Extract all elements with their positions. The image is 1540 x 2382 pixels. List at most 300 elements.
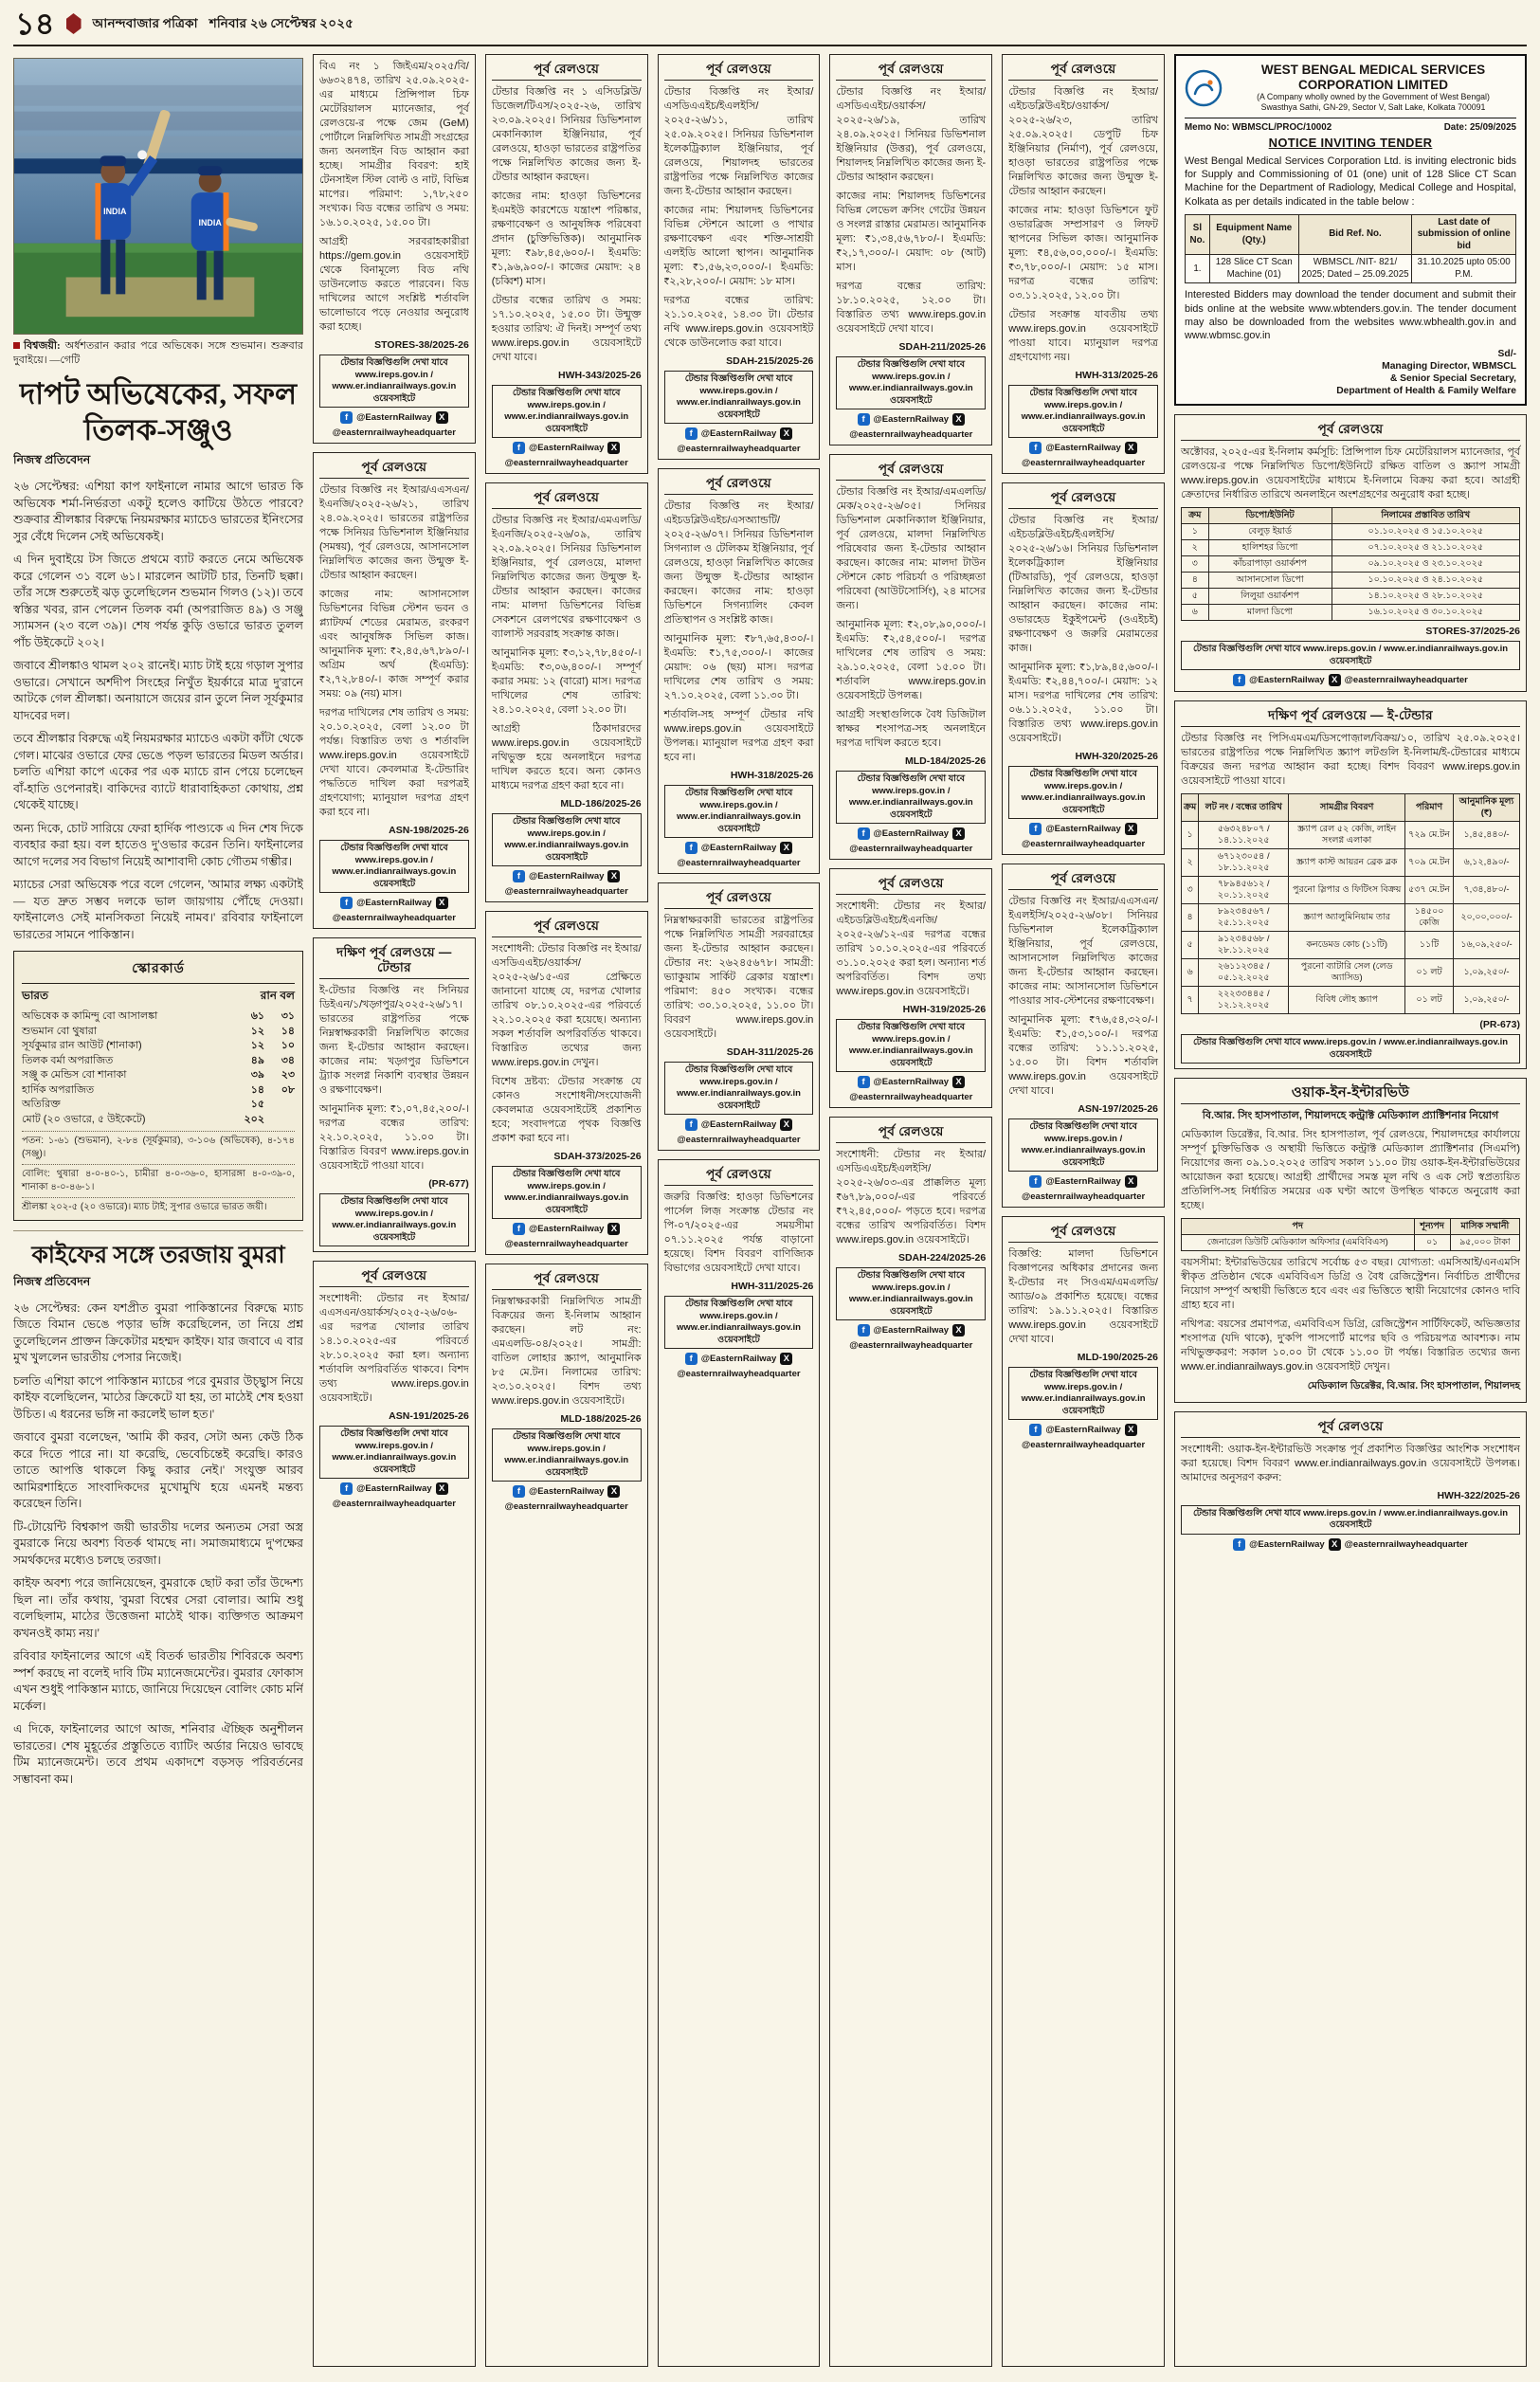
table-cell: ১৬,০৯,২৫০/-	[1453, 932, 1519, 959]
table-cell: ৪	[1182, 904, 1199, 932]
twitter-icon: X	[1329, 674, 1341, 686]
social-strip	[492, 1485, 642, 1512]
table-row	[1182, 556, 1520, 573]
facebook-icon: f	[685, 1353, 698, 1365]
tender-paragraph: সংশোধনী: টেন্ডার বিজ্ঞপ্তি নং ইআর/এসডিএএইচ/ওয়ার্কস/২০২৫-২৬/১৫-এর প্রেক্ষিতে জানানো যাচ্ছে যে, দরপত্র খোলার তারিখ ০৮.১০.২০২৫-এর পরিবর্তে ২২.১০.২০২৫ করা হয়েছে। অন্যান্য সকল শর্তাবলি অপরিবর্তিত থাকবে। বিস্তারিত তথ্যের জন্য www.ireps.gov.in দেখুন।	[491, 943, 642, 1068]
article-paragraph: জবাবে বুমরা বলেছেন, 'আমি কী করব, সেটা অন্য কেউ ঠিক করে দিতে পারে না। যা করেছি, ভেবেচিন্তেই করেছি। কারও তাতে আপত্তি থাকলে কিছু করার নেই।' সংযুক্ত আরব আমিরশাহিতে সাংবাদিকদের মুখোমুখি হয়ে এমনই মন্তব্য করেছেন তিনি।	[13, 1430, 303, 1511]
table-cell: ২	[1182, 540, 1209, 556]
right-column	[1174, 54, 1527, 2367]
website-note: টেন্ডার বিজ্ঞপ্তিগুলি দেখা যাবে www.ireps.gov.in / www.er.indianrailways.gov.in ওয়েবসাইটে	[319, 1193, 469, 1246]
facebook-icon: f	[858, 827, 870, 840]
table-cell: পুরনো স্লিপার ও ফিটিংস বিক্রয়	[1289, 877, 1405, 904]
table-header-cell: Last date of submission of online bid	[1412, 214, 1516, 255]
table-cell: 1.	[1186, 255, 1210, 283]
table-cell: ১৪.১০.২০২৫ ও ২৮.১০.২০২৫	[1332, 589, 1519, 605]
table-cell: ৬৭১২৩০৫৪ / ১৮.১১.২০২৫	[1199, 849, 1289, 877]
table-header-cell: মাসিক সম্মানী	[1450, 1218, 1519, 1234]
table-cell: ৬,১২,৪৯০/-	[1453, 849, 1519, 877]
caption-bullet-icon	[13, 342, 20, 349]
tender-notice-header: পূর্ব রেলওয়ে	[1181, 1417, 1520, 1438]
tender-notice-header: পূর্ব রেলওয়ে	[836, 460, 986, 481]
batter-name: অভিষেক ক কামিন্দু বো আসালঙ্কা	[22, 1010, 158, 1023]
table-cell: ১,০৯,২৫০/-	[1453, 959, 1519, 987]
scorecard-title: স্কোরকার্ড	[22, 957, 295, 984]
tender-paragraph: আনুমানিক মূল্য: ₹৮৭,৬৫,৪৩০/-। ইএমডি: ₹১,৭৫,৩০০/-। কাজের মেয়াদ: ০৬ (ছয়) মাস। দরপত্র দাখিলের শেষ তারিখ ও সময়: ২৭.১০.২০২৫, বেলা ১১.৩০ টা।	[663, 633, 814, 701]
tender-notice	[1174, 700, 1527, 1069]
twitter-icon: X	[1125, 1175, 1137, 1188]
tender-notice	[485, 1264, 648, 2367]
scorecard-column-heads: রান বল	[260, 989, 295, 1003]
facebook-icon: f	[513, 1223, 525, 1235]
table-header-cell: পদ	[1182, 1218, 1415, 1234]
runs-value: ৪৯	[250, 1054, 264, 1066]
tender-paragraph: আগ্রহী সরবরাহকারীরা https://gem.gov.in ওয়েবসাইট থেকে বিনামূল্যে বিড নথি ডাউনলোড করতে পারবেন। বিড দাখিলের আগে সংশ্লিষ্ট শর্তাবলি ভালোভাবে পড়ে নেওয়ার অনুরোধ করা হচ্ছে।	[319, 236, 469, 333]
wbmsc-org-name: WEST BENGAL MEDICAL SERVICES CORPORATION LIMITED	[1260, 63, 1486, 92]
tender-ref-number: HWH-319/2025-26	[902, 1004, 987, 1015]
notice-table	[1181, 793, 1520, 1014]
website-note: টেন্ডার বিজ্ঞপ্তিগুলি দেখা যাবে www.ireps.gov.in / www.er.indianrailways.gov.in ওয়েবসাইটে	[319, 840, 469, 893]
table-cell: ৭৮৯৪৫৬১২ / ২০.১১.২০২৫	[1199, 877, 1289, 904]
social-strip	[492, 442, 642, 468]
tender-paragraph: শর্তাবলি-সহ সম্পূর্ণ টেন্ডার নথি www.ireps.gov.in ওয়েবসাইটে উপলব্ধ। ম্যানুয়াল দরপত্র গ্রহণ করা হবে না।	[663, 709, 814, 763]
table-cell: ১	[1182, 822, 1199, 849]
article-paragraph: রবিবার ফাইনালের আগে এই বিতর্ক ভারতীয় শিবিরকে অবশ্য স্পর্শ করছে না বলেই দাবি টিম ম্যানেজমেন্টের। বুমরার ফোকাস এখন শুধুই পাকিস্তান ম্যাচে, জানিয়ে দিয়েছেন বোলিং কোচ মর্নি মর্কেল।	[13, 1649, 303, 1713]
website-note: টেন্ডার বিজ্ঞপ্তিগুলি দেখা যাবে www.ireps.gov.in / www.er.indianrailways.gov.in ওয়েবসাইটে	[492, 813, 642, 866]
wbmsc-date: Date: 25/09/2025	[1443, 122, 1516, 133]
batter-name: সূর্যকুমার রান আউট (শানাকা)	[22, 1040, 142, 1052]
tender-paragraph: টেন্ডার বিজ্ঞপ্তি নং ইআর/এমএলডি/ইএনজি/২০২৫-২৬/০৯, তারিখ ২২.০৯.২০২৫। সিনিয়র ডিভিশনাল ইঞ্জিনিয়ার, পূর্ব রেলওয়ে, মালদা নিম্নলিখিত কাজের জন্য উন্মুক্ত ই-টেন্ডার আহ্বান করছেন। কাজের নাম: মালদা ডিভিশনের বিভিন্ন সেকশনে রেলপথের রক্ষণাবেক্ষণ ও ব্যালাস্ট সরবরাহ সংক্রান্ত কাজ।	[491, 515, 642, 640]
batter-name: হার্দিক অপরাজিত	[22, 1083, 95, 1096]
facebook-handle: @EasternRailway	[1045, 1176, 1121, 1187]
tender-notice-header: পূর্ব রেলওয়ে	[492, 1269, 642, 1290]
twitter-handle: @easternrailwayheadquarter	[1022, 1191, 1146, 1202]
facebook-handle: @EasternRailway	[700, 843, 777, 853]
tender-ref-number: HWH-343/2025-26	[558, 370, 642, 381]
tender-column-3	[658, 54, 821, 2367]
page-columns	[13, 54, 1527, 2367]
twitter-icon: X	[952, 413, 965, 426]
tender-notice	[658, 468, 821, 874]
tender-ref-number: STORES-38/2025-26	[374, 339, 469, 351]
twitter-icon: X	[436, 897, 448, 909]
wbmsc-sign-dept: Department of Health & Family Welfare	[1336, 386, 1516, 397]
tender-notice-header: পূর্ব রেলওয়ে	[836, 1122, 986, 1143]
main-headline: দাপট অভিষেকের, সফল তিলক-সঞ্জুও	[19, 377, 298, 447]
tender-paragraph: টেন্ডার বিজ্ঞপ্তি নং ইআর/এএসএন/ইএলইসি/২০২৫-২৬/০৮। সিনিয়র ডিভিশনাল ইলেকট্রিক্যাল ইঞ্জিনিয়ার, পূর্ব রেলওয়ে, আসানসোল নিম্নলিখিত কাজের জন্য ই-টেন্ডার আহ্বান করছেন। কাজের নাম: আসানসোল ডিভিশনে পাওয়ার সাব-স্টেশনের রক্ষণাবেক্ষণ।	[1008, 896, 1158, 1007]
facebook-handle: @EasternRailway	[1045, 443, 1121, 453]
tender-paragraph: সংশোধনী: টেন্ডার নং ইআর/এইচডব্লিউএইচ/ইএনজি/২০২৫-২৬/১২-এর দরপত্র বন্ধের তারিখ ১০.১০.২০২৫-এর পরিবর্তে ৩১.১০.২০২৫ করা হল। অন্যান্য শর্ত অপরিবর্তিত। বিশদ তথ্য www.ireps.gov.in ওয়েবসাইটে।	[836, 900, 987, 997]
website-note: টেন্ডার বিজ্ঞপ্তিগুলি দেখা যাবে www.ireps.gov.in / www.er.indianrailways.gov.in ওয়েবসাইটে	[492, 385, 642, 438]
tender-notice-header: পূর্ব রেলওয়ে	[664, 474, 814, 495]
photo-caption-text: অর্ধশতরান করার পরে অভিষেক। সঙ্গে শুভমান। শুক্রবার দুবাইয়ে। —গেটি	[13, 340, 303, 366]
wbmsc-table-wrap	[1185, 214, 1516, 284]
social-strip	[319, 1482, 469, 1509]
table-row	[1182, 932, 1520, 959]
tender-ref-number: HWH-311/2025-26	[731, 1281, 814, 1292]
tender-notice	[1002, 54, 1165, 474]
website-note: টেন্ডার বিজ্ঞপ্তিগুলি দেখা যাবে www.ireps.gov.in / www.er.indianrailways.gov.in ওয়েবসাইটে	[664, 1296, 814, 1349]
social-strip	[1008, 1424, 1158, 1450]
table-header-cell: সামগ্রীর বিবরণ	[1289, 794, 1405, 822]
table-header-cell: ক্রম	[1182, 794, 1199, 822]
table-cell: ২০,০০,০০০/-	[1453, 904, 1519, 932]
notice-table	[1181, 1218, 1520, 1251]
table-cell: ২২২৩৩৪৪৫ / ১২.১২.২০২৫	[1199, 987, 1289, 1014]
tender-paragraph: দরপত্র দাখিলের শেষ তারিখ ও সময়: ২০.১০.২০২৫, বেলা ১২.০০ টা পর্যন্ত। বিস্তারিত তথ্য ও শর্তাবলি www.ireps.gov.in ওয়েবসাইটে দেখা যাবে। কেবলমাত্র ই-টেন্ডারিং পদ্ধতিতে দাখিল করা দরপত্রই গ্রহণযোগ্য; ম্যানুয়াল দরপত্র গ্রহণ করা হবে না।	[319, 707, 469, 818]
facebook-icon: f	[858, 1324, 870, 1336]
table-row	[1182, 1234, 1520, 1250]
website-note: টেন্ডার বিজ্ঞপ্তিগুলি দেখা যাবে www.ireps.gov.in / www.er.indianrailways.gov.in ওয়েবসাইটে	[492, 1428, 642, 1482]
facebook-handle: @EasternRailway	[873, 414, 950, 425]
website-note: টেন্ডার বিজ্ঞপ্তিগুলি দেখা যাবে www.ireps.gov.in / www.er.indianrailways.gov.in ওয়েবসাইটে	[1008, 766, 1158, 819]
twitter-handle: @easternrailwayheadquarter	[1344, 1538, 1468, 1550]
tender-notice	[658, 1159, 821, 2367]
facebook-icon: f	[513, 1485, 525, 1498]
table-cell: ৯৫,০০০ টাকা	[1450, 1234, 1519, 1250]
tender-notice	[1174, 1411, 1527, 2367]
wbmsc-tender-notice	[1174, 54, 1527, 406]
social-strip	[1181, 1538, 1520, 1551]
tender-notice-header: পূর্ব রেলওয়ে	[664, 888, 814, 909]
table-header-cell: ডিপো/ইউনিট	[1208, 508, 1332, 524]
tender-paragraph: অক্টোবর, ২০২৫-এর ই-নিলাম কর্মসূচি: প্রিন্সিপাল চিফ মেটেরিয়ালস ম্যানেজার, পূর্ব রেলওয়ে-র পক্ষে নিম্নলিখিত ডিপো/ইউনিটে রক্ষিত বাতিল ও স্ক্র্যাপ সামগ্রী www.ireps.gov.in ওয়েবসাইটের মাধ্যমে ই-নিলামে বিক্রয় করা হবে। আগ্রহী ক্রেতাদের নির্ধারিত তারিখে অনলাইনে অংশগ্রহণের অনুরোধ করা হচ্ছে।	[1181, 446, 1520, 501]
table-cell: ০১ লট	[1405, 959, 1454, 987]
tender-notice-header: পূর্ব রেলওয়ে	[1008, 488, 1158, 509]
website-note: টেন্ডার বিজ্ঞপ্তিগুলি দেখা যাবে www.ireps.gov.in / www.er.indianrailways.gov.in ওয়েবসাইটে	[664, 785, 814, 838]
facebook-icon: f	[858, 1076, 870, 1088]
twitter-handle: @easternrailwayheadquarter	[849, 1092, 973, 1102]
twitter-icon: X	[780, 842, 792, 854]
runs-value: ৬১	[250, 1010, 264, 1023]
tender-notice-header: পূর্ব রেলওয়ে	[492, 60, 642, 81]
tender-notice-header: পূর্ব রেলওয়ে	[1008, 1222, 1158, 1243]
twitter-icon: X	[1125, 1424, 1137, 1436]
table-header-row	[1186, 214, 1516, 255]
secondary-headline: কাইফের সঙ্গে তরজায় বুমরা	[31, 1242, 285, 1268]
masthead-date: শনিবার ২৬ সেপ্টেম্বর ২০২৫	[208, 15, 354, 30]
facebook-icon: f	[1029, 442, 1042, 454]
facebook-icon: f	[340, 897, 353, 909]
table-cell: ০৯.১০.২০২৫ ও ২৩.১০.২০২৫	[1332, 556, 1519, 573]
facebook-handle: @EasternRailway	[1249, 675, 1325, 686]
masthead-crest-icon	[66, 13, 82, 34]
twitter-icon: X	[436, 411, 448, 424]
tender-notice-header: পূর্ব রেলওয়ে	[836, 60, 986, 81]
social-strip	[1008, 1175, 1158, 1202]
twitter-handle: @easternrailwayheadquarter	[677, 858, 801, 868]
article2-byline: নিজস্ব প্রতিবেদন	[13, 1274, 91, 1288]
notice-table	[1185, 214, 1516, 284]
article-paragraph: ২৬ সেপ্টেম্বর: কেন যশপ্রীত বুমরা পাকিস্তানের বিরুদ্ধে ম্যাচ জিতে বিমান ভেঙে পড়ার ভঙ্গি করেছিলেন, তা নিয়ে প্রশ্ন তুলেছিলেন প্রাক্তন ক্রিকেটার মহম্মদ কাইফ। যার জবাবে এ বার মুখ খুললেন ভারতীয় পেসার নিজেই।	[13, 1300, 303, 1365]
tender-ref-number: MLD-186/2025-26	[560, 798, 642, 809]
tender-paragraph: কাজের নাম: হাওড়া ডিভিশনের ইএমইউ কারশেডে যন্ত্রাংশ পরিষ্কার, রক্ষণাবেক্ষণ ও আনুষঙ্গিক পরিষেবা প্রদান (চুক্তিভিত্তিক)। আনুমানিক মূল্য: ₹৯৮,৪৫,৬০০/-। ইএমডি: ₹১,৯৬,৯০০/-। কাজের মেয়াদ: ২৪ (চব্বিশ) মাস।	[491, 191, 642, 287]
tender-ref-number: HWH-320/2025-26	[1075, 751, 1158, 762]
scorecard-rows	[22, 1009, 295, 1127]
facebook-icon: f	[1029, 823, 1042, 835]
tender-paragraph: বিজ্ঞপ্তি: মালদা ডিভিশনে বিজ্ঞাপনের অধিকার প্রদানের জন্য ই-টেন্ডার নং সিওএম/এমএলডি/অ্যাড/০৯ প্রকাশিত হয়েছে। বন্ধের তারিখ: ১৯.১১.২০২৫। বিস্তারিত www.ireps.gov.in ওয়েবসাইটে দেখা যাবে।	[1008, 1248, 1158, 1345]
table-cell: পুরনো ব্যাটারি সেল (লেড অ্যাসিড)	[1289, 959, 1405, 987]
table-cell: ৪	[1182, 573, 1209, 589]
table-row	[1182, 573, 1520, 589]
twitter-handle: @easternrailwayheadquarter	[332, 1499, 456, 1509]
tender-notice-header: পূর্ব রেলওয়ে	[1008, 869, 1158, 890]
tender-notice	[485, 911, 648, 1255]
table-cell: 128 Slice CT Scan Machine (01)	[1209, 255, 1298, 283]
tender-notice-header: পূর্ব রেলওয়ে	[319, 458, 469, 479]
table-header-cell: নিলামের প্রস্তাবিত তারিখ	[1332, 508, 1519, 524]
twitter-icon: X	[952, 1076, 965, 1088]
tender-ref-number: MLD-190/2025-26	[1077, 1352, 1158, 1363]
tender-notice	[1002, 1216, 1165, 2367]
tender-notice-header: দক্ষিণ পূর্ব রেলওয়ে — ই-টেন্ডার	[1181, 706, 1520, 727]
tender-notice	[829, 454, 992, 860]
facebook-handle: @EasternRailway	[356, 898, 432, 908]
table-header-cell: Sl No.	[1186, 214, 1210, 255]
wbmsc-org-sub2: Swasthya Sathi, GN-29, Sector V, Salt Lake, Kolkata 700091	[1260, 102, 1486, 112]
table-cell: ৫৬৩২৪৮০৭ / ১৪.১১.২০২৫	[1199, 822, 1289, 849]
twitter-handle: @easternrailwayheadquarter	[504, 1239, 628, 1249]
table-cell: ১	[1182, 524, 1209, 540]
table-cell: ২৬১১২৩৪৫ / ০৫.১২.২০২৫	[1199, 959, 1289, 987]
scorecard-row	[22, 1098, 295, 1113]
runs-value: ২০২	[244, 1113, 264, 1125]
tender-paragraph: টেন্ডার বিজ্ঞপ্তি নং পিসিএমএম/ডিসপোজ়াল/বিক্রয়/১০, তারিখ ২৫.০৯.২০২৫। ভারতের রাষ্ট্রপতির পক্ষে নিম্নলিখিত স্ক্র্যাপ লটগুলি ই-নিলাম/ই-টেন্ডারের মাধ্যমে বিক্রয়ের জন্য দরপত্র আহ্বান করা হচ্ছে। বিশদ বিবরণ www.ireps.gov.in ওয়েবসাইটে পাওয়া যাবে।	[1181, 733, 1520, 788]
facebook-icon: f	[685, 427, 698, 440]
batter-name: মোট (২০ ওভারে, ৫ উইকেটে)	[22, 1113, 146, 1125]
wbmsc-org-sub1: (A Company wholly owned by the Government of West Bengal)	[1257, 92, 1490, 101]
scorecard-note: পতন: ১-৬১ (শুভমান), ২-৮৪ (সূর্যকুমার), ৩-১০৬ (অভিষেক), ৪-১৭৪ (সঞ্জু)।	[22, 1131, 295, 1160]
scorecard-note: বোলিং: থুষারা ৪-০-৪০-১, চামীরা ৪-০-৩৬-০, হাসারঙ্গা ৪-০-৩৯-০, শানাকা ৪-০-৪৬-১।	[22, 1164, 295, 1193]
tender-paragraph: টেন্ডার বন্ধের তারিখ ও সময়: ১৭.১০.২০২৫, ১৫.০০ টা। উন্মুক্ত হওয়ার তারিখ: ঐ দিনই। সম্পূর্ণ তথ্য www.ireps.gov.in ওয়েবসাইটে দেখা যাবে।	[491, 295, 642, 363]
twitter-handle: @easternrailwayheadquarter	[1022, 458, 1146, 468]
tender-notice	[658, 882, 821, 1151]
table-header-row	[1182, 794, 1520, 822]
article-paragraph: তবে শ্রীলঙ্কার বিরুদ্ধে এই নিয়মরক্ষার ম্যাচেও একটা কাঁটা থেকে গেল। মাঝের ওভারে ফের ভেঙে পড়ল ভারতের মিডল অর্ডার। চলতি এশিয়া কাপে একের পর এক ম্যাচে রান পেয়ে চলেছেন বাঁ-হাতি ওপেনারই। বাকিদের ব্যাটে ধারাবাহিকতা কোথায়, প্রশ্ন থেকেই যাচ্ছে।	[13, 732, 303, 812]
scorecard-notes	[22, 1131, 295, 1214]
signature-line: মেডিক্যাল ডিরেক্টর, বি.আর. সিং হাসপাতাল, শিয়ালদহ	[1307, 1379, 1520, 1391]
tender-notice-header: পূর্ব রেলওয়ে	[664, 60, 814, 81]
tender-notice	[829, 54, 992, 445]
table-cell: বিবিধ লৌহ স্ক্র্যাপ	[1289, 987, 1405, 1014]
tender-ref-number: STORES-37/2025-26	[1425, 626, 1520, 638]
facebook-handle: @EasternRailway	[873, 1077, 950, 1087]
scorecard-row	[22, 1083, 295, 1099]
table-cell: WBMSCL /NIT- 821/ 2025; Dated – 25.09.2025	[1298, 255, 1412, 283]
wbmsc-sign-sd: Sd/-	[1497, 349, 1516, 360]
balls-value: ১৪	[281, 1025, 295, 1037]
social-strip	[664, 842, 814, 868]
wbmsc-body-text-2: Interested Bidders may download the tender document and submit their bids online at the website www.wbtenders.gov.in. The tender document may also be downloaded from the websites www.wbhealth.gov.in and www.wbmsc.gov.in	[1185, 289, 1516, 341]
tender-paragraph: আগ্রহী সংস্থাগুলিকে বৈধ ডিজিটাল স্বাক্ষর শংসাপত্র-সহ অনলাইনে দরপত্র দাখিল করতে হবে।	[836, 709, 987, 749]
tender-paragraph: ই-টেন্ডার বিজ্ঞপ্তি নং সিনিয়র ডিইএন/১/খড়্গপুর/২০২৫-২৬/১৭। ভারতের রাষ্ট্রপতির পক্ষে নিম্নস্বাক্ষরকারী নিম্নলিখিত কাজের জন্য ই-টেন্ডার আহ্বান করছেন। কাজের নাম: খড়্গপুর ডিভিশনে ট্র্যাক সংলগ্ন নিকাশি ব্যবস্থার উন্নয়ন ও রক্ষণাবেক্ষণ।	[319, 985, 469, 1096]
twitter-icon: X	[952, 827, 965, 840]
tender-ref-number: HWH-322/2025-26	[1437, 1489, 1520, 1501]
tender-paragraph: কাজের নাম: শিয়ালদহ ডিভিশনের বিভিন্ন লেভেল ক্রসিং গেটের উন্নয়ন ও সংলগ্ন রাস্তার মেরামত। আনুমানিক মূল্য: ₹১,৩৪,৫৬,৭৮০/-। ইএমডি: ₹২,১৭,৩০০/-। মেয়াদ: ০৮ (আট) মাস।	[836, 191, 987, 273]
website-note: টেন্ডার বিজ্ঞপ্তিগুলি দেখা যাবে www.ireps.gov.in / www.er.indianrailways.gov.in ওয়েবসাইটে	[492, 1166, 642, 1219]
table-cell: বেলুড় ইয়ার্ড	[1208, 524, 1332, 540]
tender-notice	[829, 1117, 992, 2367]
table-cell: ৫	[1182, 932, 1199, 959]
facebook-handle: @EasternRailway	[528, 871, 605, 882]
tender-ref-number: SDAH-373/2025-26	[553, 1151, 642, 1162]
table-row	[1182, 904, 1520, 932]
scorecard-row	[22, 1009, 295, 1025]
table-cell: লিলুয়া ওয়ার্কশপ	[1208, 589, 1332, 605]
table-row	[1182, 605, 1520, 621]
article-paragraph: ২৬ সেপ্টেম্বর: এশিয়া কাপ ফাইনালে নামার আগে ভারত কি অভিষেক শর্মা-নির্ভরতা একটু হলেও কাটিয়ে উঠতে পারবে? শুক্রবার শ্রীলঙ্কার বিরুদ্ধে নিয়মরক্ষার ম্যাচেও ভারতের ইনিংসের সুর বেঁধে দিলেন সেই অভিষেকই।	[13, 480, 303, 543]
article-paragraph: অন্য দিকে, চোট সারিয়ে ফেরা হার্দিক পাণ্ড্যকে এ দিন শেষ দিকে ব্যবহার করা হয়। বল হাতেও দু'ওভার করেন তিনি। ফাইনালের আগে দলের সব বিভাগ নিয়েই আশাবাদী কোচ গৌতম গম্ভীর।	[13, 821, 303, 868]
facebook-handle: @EasternRailway	[356, 412, 432, 423]
svg-text:INDIA: INDIA	[198, 217, 222, 227]
balls-value	[264, 1113, 295, 1128]
table-cell: ০১.১০.২০২৫ ও ১৫.১০.২০২৫	[1332, 524, 1519, 540]
tender-paragraph: সংশোধনী: টেন্ডার নং ইআর/এসডিএএইচ/ইএলইসি/২০২৫-২৬/০৩-এর প্রাক্কলিত মূল্য ₹৬৭,৮৯,০০০/-এর পরিবর্তে ₹৭২,৪৫,০০০/- পড়তে হবে। দরপত্র বন্ধের তারিখ অপরিবর্তিত। বিশদ www.ireps.gov.in ওয়েবসাইটে।	[836, 1149, 987, 1246]
tender-paragraph: আগ্রহী ঠিকাদারদের www.ireps.gov.in ওয়েবসাইটে নথিভুক্ত হয়ে অনলাইনে দরপত্র দাখিল করতে হবে। অন্য কোনও মাধ্যমে দরপত্র গ্রহণ করা হবে না।	[491, 723, 642, 791]
table-cell: স্ক্র্যাপ অ্যালুমিনিয়াম তার	[1289, 904, 1405, 932]
tender-paragraph: দরপত্র বন্ধের তারিখ: ২১.১০.২০২৫, ১৪.৩০ টা। টেন্ডার নথি www.ireps.gov.in ওয়েবসাইট থেকে ডাউনলোড করা যাবে।	[663, 295, 814, 349]
tender-paragraph: আনুমানিক মূল্য: ₹১,০৭,৪৫,২০০/-। দরপত্র বন্ধের তারিখ: ২২.১০.২০২৫, ১১.০০ টা। বিস্তারিত বিবরণ www.ireps.gov.in ওয়েবসাইটে পাওয়া যাবে।	[319, 1103, 469, 1172]
wbmsc-memo-number: Memo No: WBMSCL/PROC/10002	[1185, 122, 1332, 133]
facebook-handle: @EasternRailway	[528, 443, 605, 453]
tender-paragraph: টেন্ডার বিজ্ঞপ্তি নং ইআর/এইচডব্লিউএইচ/ইএলইসি/২০২৫-২৬/১৬। সিনিয়র ডিভিশনাল ইলেকট্রিক্যাল ইঞ্জিনিয়ার (টিআরডি), পূর্ব রেলওয়ে, হাওড়া নিম্নলিখিত কাজের জন্য ই-টেন্ডার আহ্বান করছেন। কাজের নাম: ওভারহেড ইকুইপমেন্ট (ওএইচই) রক্ষণাবেক্ষণ ও জরুরি মেরামতের কাজ।	[1008, 515, 1158, 654]
tender-paragraph: আনুমানিক মূল্য: ₹৩,১২,৭৮,৪৫০/-। ইএমডি: ₹৩,০৬,৪০০/-। সম্পূর্ণ করার সময়: ১২ (বারো) মাস। দরপত্র দাখিলের শেষ তারিখ: ২৪.১০.২০২৫, বেলা ১২.০০ টা।	[491, 647, 642, 716]
twitter-icon: X	[607, 1485, 620, 1498]
tender-paragraph: কাজের নাম: হাওড়া ডিভিশনে ফুট ওভারব্রিজ সম্প্রসারণ ও লিফট স্থাপনের সিভিল কাজ। আনুমানিক মূল্য: ₹৪,৫৬,০০,০০০/-। ইএমডি: ₹৩,৭৮,০০০/-। মেয়াদ: ১৫ মাস। দরপত্র বন্ধের তারিখ: ০৩.১১.২০২৫, ১২.০০ টা।	[1008, 205, 1158, 301]
website-note: টেন্ডার বিজ্ঞপ্তিগুলি দেখা যাবে www.ireps.gov.in / www.er.indianrailways.gov.in ওয়েবসাইটে	[1008, 385, 1158, 438]
tender-paragraph: মেডিক্যাল ডিরেক্টর, বি.আর. সিং হাসপাতাল, পূর্ব রেলওয়ে, শিয়ালদহের কার্যালয়ে সম্পূর্ণ চুক্তিভিত্তিক ও অস্থায়ী ভিত্তিতে কন্ট্রাক্ট মেডিক্যাল প্র্যাক্টিশনার (সিএমপি) নিয়োগের জন্য ০৯.১০.২০২৫ তারিখ সকাল ১১.০০ টায় ওয়াক-ইন-ইন্টারভিউয়ের আয়োজন করা হয়েছে। আগ্রহী প্রার্থীদের সমস্ত মূল নথি ও এক সেট স্বপ্রত্যয়িত প্রতিলিপি-সহ নির্ধারিত সময়ের এক ঘণ্টা আগে উপস্থিত থাকতে অনুরোধ করা হচ্ছে।	[1181, 1128, 1520, 1211]
facebook-icon: f	[685, 842, 698, 854]
sports-column	[13, 54, 303, 2367]
tender-ref-number: HWH-318/2025-26	[730, 770, 814, 781]
scorecard-row	[22, 1039, 295, 1054]
tender-notice	[1002, 482, 1165, 855]
table-cell: আসানসোল ডিপো	[1208, 573, 1332, 589]
batter-name: অতিরিক্ত	[22, 1099, 61, 1111]
wbmsc-header	[1185, 63, 1516, 118]
table-row	[1182, 540, 1520, 556]
article2-body	[13, 1300, 303, 1789]
twitter-handle: @easternrailwayheadquarter	[677, 1369, 801, 1379]
tender-column-1	[313, 54, 476, 2367]
article-paragraph: ম্যাচের সেরা অভিষেক পরে বলে গেলেন, 'আমার লক্ষ্য একটাই — যত দ্রুত সম্ভব দলকে ভাল জায়গায় পৌঁছে দেওয়া। ফাইনালেও সেই মানসিকতা নিয়েই নামব।' রবিবার ফাইনালে ভারতের সামনে পাকিস্তান।	[13, 878, 303, 941]
article-paragraph: টি-টোয়েন্টি বিশ্বকাপ জয়ী ভারতীয় দলের অন্যতম সেরা অস্ত্র বুমরাকে নিয়ে অবশ্য বিতর্ক থামছে না। সমাজমাধ্যমে দু'পক্ষের সমর্থকদের মধ্যেও চলছে তরজা।	[13, 1519, 303, 1567]
article1-body	[13, 479, 303, 943]
facebook-icon: f	[513, 870, 525, 882]
tender-paragraph: আনুমানিক মূল্য: ₹১,৮৯,৪৫,৬০০/-। ইএমডি: ₹২,৪৪,৭০০/-। মেয়াদ: ১২ মাস। দরপত্র দাখিলের শেষ তারিখ: ০৬.১১.২০২৫, ১১.০০ টা। বিস্তারিত তথ্য www.ireps.gov.in ওয়েবসাইটে।	[1008, 662, 1158, 744]
tender-notice-header: পূর্ব রেলওয়ে	[492, 488, 642, 509]
twitter-handle: @easternrailwayheadquarter	[1344, 675, 1468, 686]
tender-ref-number: SDAH-211/2025-26	[898, 341, 987, 353]
photo-caption-label: বিশ্বজয়ী:	[24, 340, 61, 353]
tender-notice-subtitle: বি.আর. সিং হাসপাতাল, শিয়ালদহে কন্ট্রাক্ট মেডিক্যাল প্র্যাক্টিশনার নিয়োগ	[1202, 1110, 1499, 1122]
tender-paragraph: টেন্ডার সংক্রান্ত যাবতীয় তথ্য www.ireps.gov.in ওয়েবসাইটে পাওয়া যাবে। ম্যানুয়াল দরপত্র গ্রহণযোগ্য নয়।	[1008, 309, 1158, 363]
tender-paragraph: সংশোধনী: ওয়াক-ইন-ইন্টারভিউ সংক্রান্ত পূর্ব প্রকাশিত বিজ্ঞপ্তির আংশিক সংশোধন করা হয়েছে। বিশদ বিবরণ www.er.indianrailways.gov.in ওয়েবসাইটে উপলব্ধ। আমাদের অনুসরণ করুন:	[1181, 1443, 1520, 1483]
table-cell: ৫৩৭ মে.টন	[1405, 877, 1454, 904]
page-header	[13, 8, 1527, 46]
tender-notice-header: দক্ষিণ পূর্ব রেলওয়ে — টেন্ডার	[319, 943, 469, 979]
facebook-handle: @EasternRailway	[528, 1486, 605, 1497]
wbmsc-sign-role1: Managing Director, WBMSCL	[1382, 361, 1516, 373]
twitter-icon: X	[1125, 442, 1137, 454]
facebook-icon: f	[1029, 1175, 1042, 1188]
social-strip	[1181, 674, 1520, 686]
social-strip	[664, 1353, 814, 1379]
tender-paragraph: দরপত্র বন্ধের তারিখ: ১৮.১০.২০২৫, ১২.০০ টা। বিস্তারিত তথ্য www.ireps.gov.in ওয়েবসাইটে দেখা যাবে।	[836, 281, 987, 335]
facebook-icon: f	[858, 413, 870, 426]
tender-paragraph: আনুমানিক মূল্য: ₹৭৬,৫৪,৩২০/-। ইএমডি: ₹১,৫৩,১০০/-। দরপত্র বন্ধের তারিখ: ১১.১১.২০২৫, ১৫.০০ টা। বিশদ শর্তাবলি www.ireps.gov.in ওয়েবসাইটে দেখা যাবে।	[1008, 1014, 1158, 1097]
tender-paragraph: বয়সসীমা: ইন্টারভিউয়ের তারিখে সর্বোচ্চ ৫৩ বছর। যোগ্যতা: এমসিআই/এনএমসি স্বীকৃত প্রতিষ্ঠান থেকে এমবিবিএস ডিগ্রি ও বৈধ রেজিস্ট্রেশন। নির্বাচিত প্রার্থীদের নিয়োগ সম্পূর্ণ অস্থায়ী ভিত্তিতে হবে এবং এর ভিত্তিতে স্থায়ী নিয়োগের কোনও দাবি গ্রাহ্য হবে না।	[1181, 1256, 1520, 1311]
runs-value: ১৫	[250, 1099, 264, 1111]
tender-column-2	[485, 54, 648, 2367]
table-header-cell: আনুমানিক মূল্য (₹)	[1453, 794, 1519, 822]
scorecard-row	[22, 1068, 295, 1083]
tender-ref-number: ASN-198/2025-26	[389, 825, 469, 836]
tender-notice	[829, 868, 992, 1108]
table-cell: স্ক্র্যাপ রেল ৫২ কেজি, লাইন সংলগ্ন এলাকা	[1289, 822, 1405, 849]
table-cell: স্ক্র্যাপ কাস্ট আয়রন ব্রেক ব্লক	[1289, 849, 1405, 877]
website-note: টেন্ডার বিজ্ঞপ্তিগুলি দেখা যাবে www.ireps.gov.in / www.er.indianrailways.gov.in ওয়েবসাইটে	[664, 371, 814, 424]
article-paragraph: কাইফ অবশ্য পরে জানিয়েছেন, বুমরাকে ছোট করা তাঁর উদ্দেশ্য ছিল না। তাঁর কথায়, 'বুমরা বিশ্বের সেরা বোলার। আমি শুধু বলেছিলাম, মাঠের উত্তেজনা মাঠেই থাক। ব্যক্তিগত আক্রমণ কখনওই কাম্য নয়।'	[13, 1576, 303, 1640]
tender-notice-header: পূর্ব রেলওয়ে	[319, 1266, 469, 1287]
wbmsc-meta-row	[1185, 122, 1516, 133]
table-cell: মালদা ডিপো	[1208, 605, 1332, 621]
twitter-handle: @easternrailwayheadquarter	[677, 444, 801, 454]
cricket-photo	[13, 58, 303, 335]
table-header-row	[1182, 508, 1520, 524]
tender-notice	[313, 937, 476, 1252]
tender-ref-number: (PR-677)	[428, 1178, 469, 1190]
table-cell: ৭	[1182, 987, 1199, 1014]
twitter-icon: X	[1329, 1538, 1341, 1551]
batter-name: তিলক বর্মা অপরাজিত	[22, 1054, 114, 1066]
table-header-cell: শূন্যপদ	[1414, 1218, 1450, 1234]
facebook-handle: @EasternRailway	[528, 1224, 605, 1234]
tender-notice-header: ওয়াক-ইন-ইন্টারভিউ	[1181, 1083, 1520, 1104]
balls-value: ০৮	[281, 1083, 295, 1096]
website-note: টেন্ডার বিজ্ঞপ্তিগুলি দেখা যাবে www.ireps.gov.in / www.er.indianrailways.gov.in ওয়েবসাইটে	[836, 356, 986, 409]
scorecard-row	[22, 1054, 295, 1069]
social-strip	[319, 411, 469, 438]
facebook-handle: @EasternRailway	[873, 828, 950, 839]
wbmsc-signature	[1185, 348, 1516, 397]
table-cell: ৮৯২৩৪৫৬৭ / ২৫.১১.২০২৫	[1199, 904, 1289, 932]
facebook-icon: f	[513, 442, 525, 454]
table-cell: কাঁচরাপাড়া ওয়ার্কশপ	[1208, 556, 1332, 573]
tender-notice-header: পূর্ব রেলওয়ে	[1181, 420, 1520, 441]
table-cell: ১০.১০.২০২৫ ও ২৪.১০.২০২৫	[1332, 573, 1519, 589]
twitter-icon: X	[607, 1223, 620, 1235]
scorecard	[13, 951, 303, 1221]
website-note: টেন্ডার বিজ্ঞপ্তিগুলি দেখা যাবে www.ireps.gov.in / www.er.indianrailways.gov.in ওয়েবসাইটে	[319, 1426, 469, 1479]
tender-notice	[485, 482, 648, 902]
twitter-icon: X	[952, 1324, 965, 1336]
twitter-handle: @easternrailwayheadquarter	[504, 886, 628, 897]
social-strip	[492, 1223, 642, 1249]
website-note: টেন্ডার বিজ্ঞপ্তিগুলি দেখা যাবে www.ireps.gov.in / www.er.indianrailways.gov.in ওয়েবসাইটে	[1008, 1367, 1158, 1420]
twitter-handle: @easternrailwayheadquarter	[332, 427, 456, 438]
twitter-handle: @easternrailwayheadquarter	[332, 913, 456, 923]
facebook-handle: @EasternRailway	[1045, 1425, 1121, 1435]
section-divider	[13, 1230, 303, 1231]
twitter-icon: X	[607, 870, 620, 882]
website-note: টেন্ডার বিজ্ঞপ্তিগুলি দেখা যাবে www.ireps.gov.in / www.er.indianrailways.gov.in ওয়েবসাইটে	[1181, 1505, 1520, 1535]
tender-paragraph: কাজের নাম: শিয়ালদহ ডিভিশনের বিভিন্ন স্টেশনে আলো ও পাখার রক্ষণাবেক্ষণ এবং শক্তি-সাশ্রয়ী এলইডি আলো স্থাপন। আনুমানিক মূল্য: ₹১,৫৬,২৩,০০০/-। ইএমডি: ₹২,২৮,২০০/-। মেয়াদ: ১৮ মাস।	[663, 205, 814, 287]
facebook-handle: @EasternRailway	[1249, 1538, 1325, 1550]
table-cell: জেনারেল ডিউটি মেডিক্যাল অফিসার (এমবিবিএস)	[1182, 1234, 1415, 1250]
scorecard-team: ভারত	[22, 989, 49, 1003]
facebook-handle: @EasternRailway	[873, 1325, 950, 1336]
tender-ref-number: MLD-184/2025-26	[904, 755, 987, 767]
